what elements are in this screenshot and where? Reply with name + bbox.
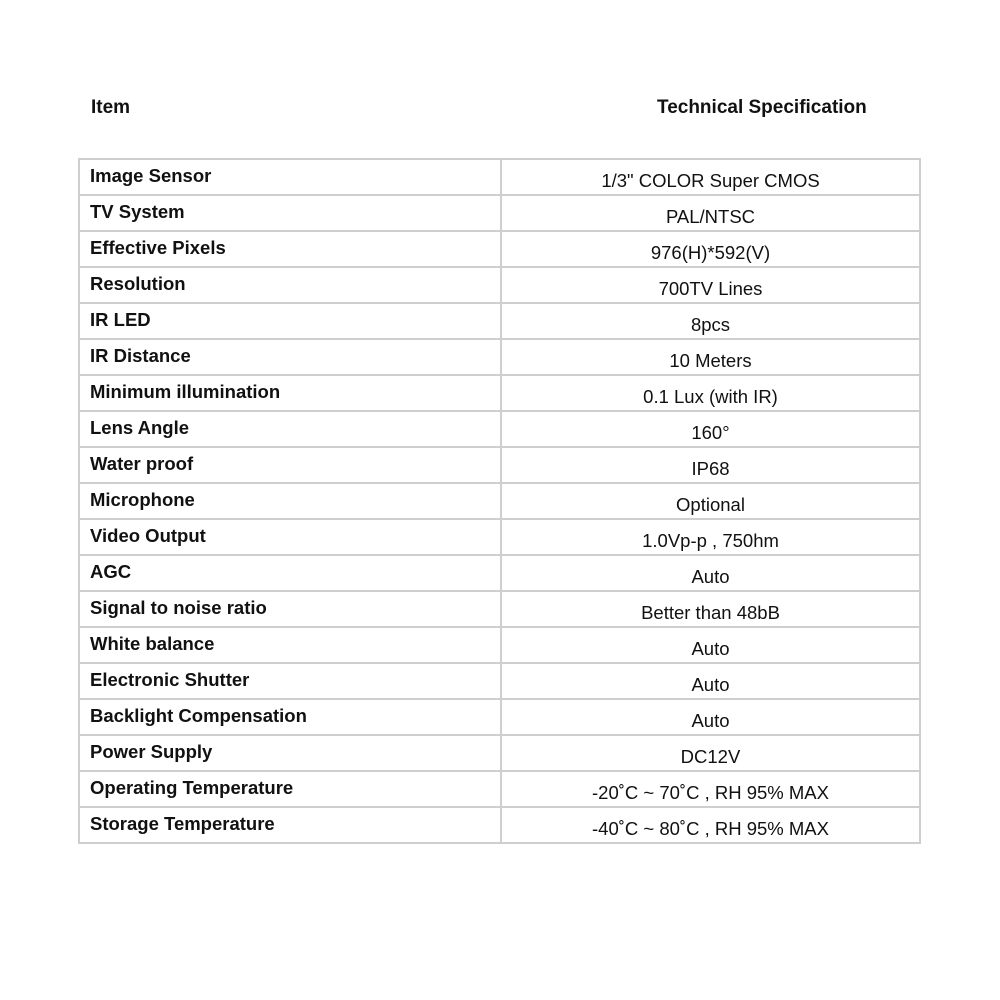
table-row xyxy=(79,267,920,303)
spec-value: -40˚C ~ 80˚C , RH 95% MAX xyxy=(501,807,920,843)
table-row xyxy=(79,735,920,771)
column-header-item: Item xyxy=(91,97,131,118)
table-row xyxy=(79,771,920,807)
spec-label: Image Sensor xyxy=(79,159,501,195)
spec-label: Storage Temperature xyxy=(79,807,501,843)
spec-label: Electronic Shutter xyxy=(79,663,501,699)
spec-value: DC12V xyxy=(501,735,920,771)
table-row xyxy=(79,627,920,663)
spec-value: 700TV Lines xyxy=(501,267,920,303)
spec-label: Effective Pixels xyxy=(79,231,501,267)
spec-label: TV System xyxy=(79,195,501,231)
column-header-technical-specification: Technical Specification xyxy=(657,97,867,118)
spec-value: Auto xyxy=(501,663,920,699)
spec-value: 8pcs xyxy=(501,303,920,339)
table-row xyxy=(79,375,920,411)
table-row xyxy=(79,663,920,699)
table-row xyxy=(79,483,920,519)
spec-label: AGC xyxy=(79,555,501,591)
spec-label: White balance xyxy=(79,627,501,663)
table-row xyxy=(79,159,920,195)
spec-value: 1.0Vp-p , 750hm xyxy=(501,519,920,555)
spec-value: Auto xyxy=(501,555,920,591)
spec-value: 160° xyxy=(501,411,920,447)
spec-value: Auto xyxy=(501,699,920,735)
specification-table xyxy=(78,158,921,844)
table-row xyxy=(79,231,920,267)
spec-value: -20˚C ~ 70˚C , RH 95% MAX xyxy=(501,771,920,807)
table-row xyxy=(79,519,920,555)
spec-value: Optional xyxy=(501,483,920,519)
spec-label: Resolution xyxy=(79,267,501,303)
spec-value: 976(H)*592(V) xyxy=(501,231,920,267)
spec-value: 0.1 Lux (with IR) xyxy=(501,375,920,411)
table-row xyxy=(79,447,920,483)
table-row xyxy=(79,699,920,735)
spec-value: 1/3" COLOR Super CMOS xyxy=(501,159,920,195)
table-row xyxy=(79,411,920,447)
table-row xyxy=(79,591,920,627)
spec-label: Power Supply xyxy=(79,735,501,771)
spec-label: Backlight Compensation xyxy=(79,699,501,735)
table-row xyxy=(79,807,920,843)
spec-value: Better than 48bB xyxy=(501,591,920,627)
spec-value: 10 Meters xyxy=(501,339,920,375)
spec-label: Lens Angle xyxy=(79,411,501,447)
spec-value: IP68 xyxy=(501,447,920,483)
spec-label: Operating Temperature xyxy=(79,771,501,807)
spec-label: Video Output xyxy=(79,519,501,555)
spec-label: Signal to noise ratio xyxy=(79,591,501,627)
spec-label: Minimum illumination xyxy=(79,375,501,411)
table-row xyxy=(79,339,920,375)
spec-label: Water proof xyxy=(79,447,501,483)
spec-value: PAL/NTSC xyxy=(501,195,920,231)
table-row xyxy=(79,195,920,231)
spec-label: IR Distance xyxy=(79,339,501,375)
table-row xyxy=(79,303,920,339)
spec-label: Microphone xyxy=(79,483,501,519)
spec-value: Auto xyxy=(501,627,920,663)
table-row xyxy=(79,555,920,591)
spec-label: IR LED xyxy=(79,303,501,339)
